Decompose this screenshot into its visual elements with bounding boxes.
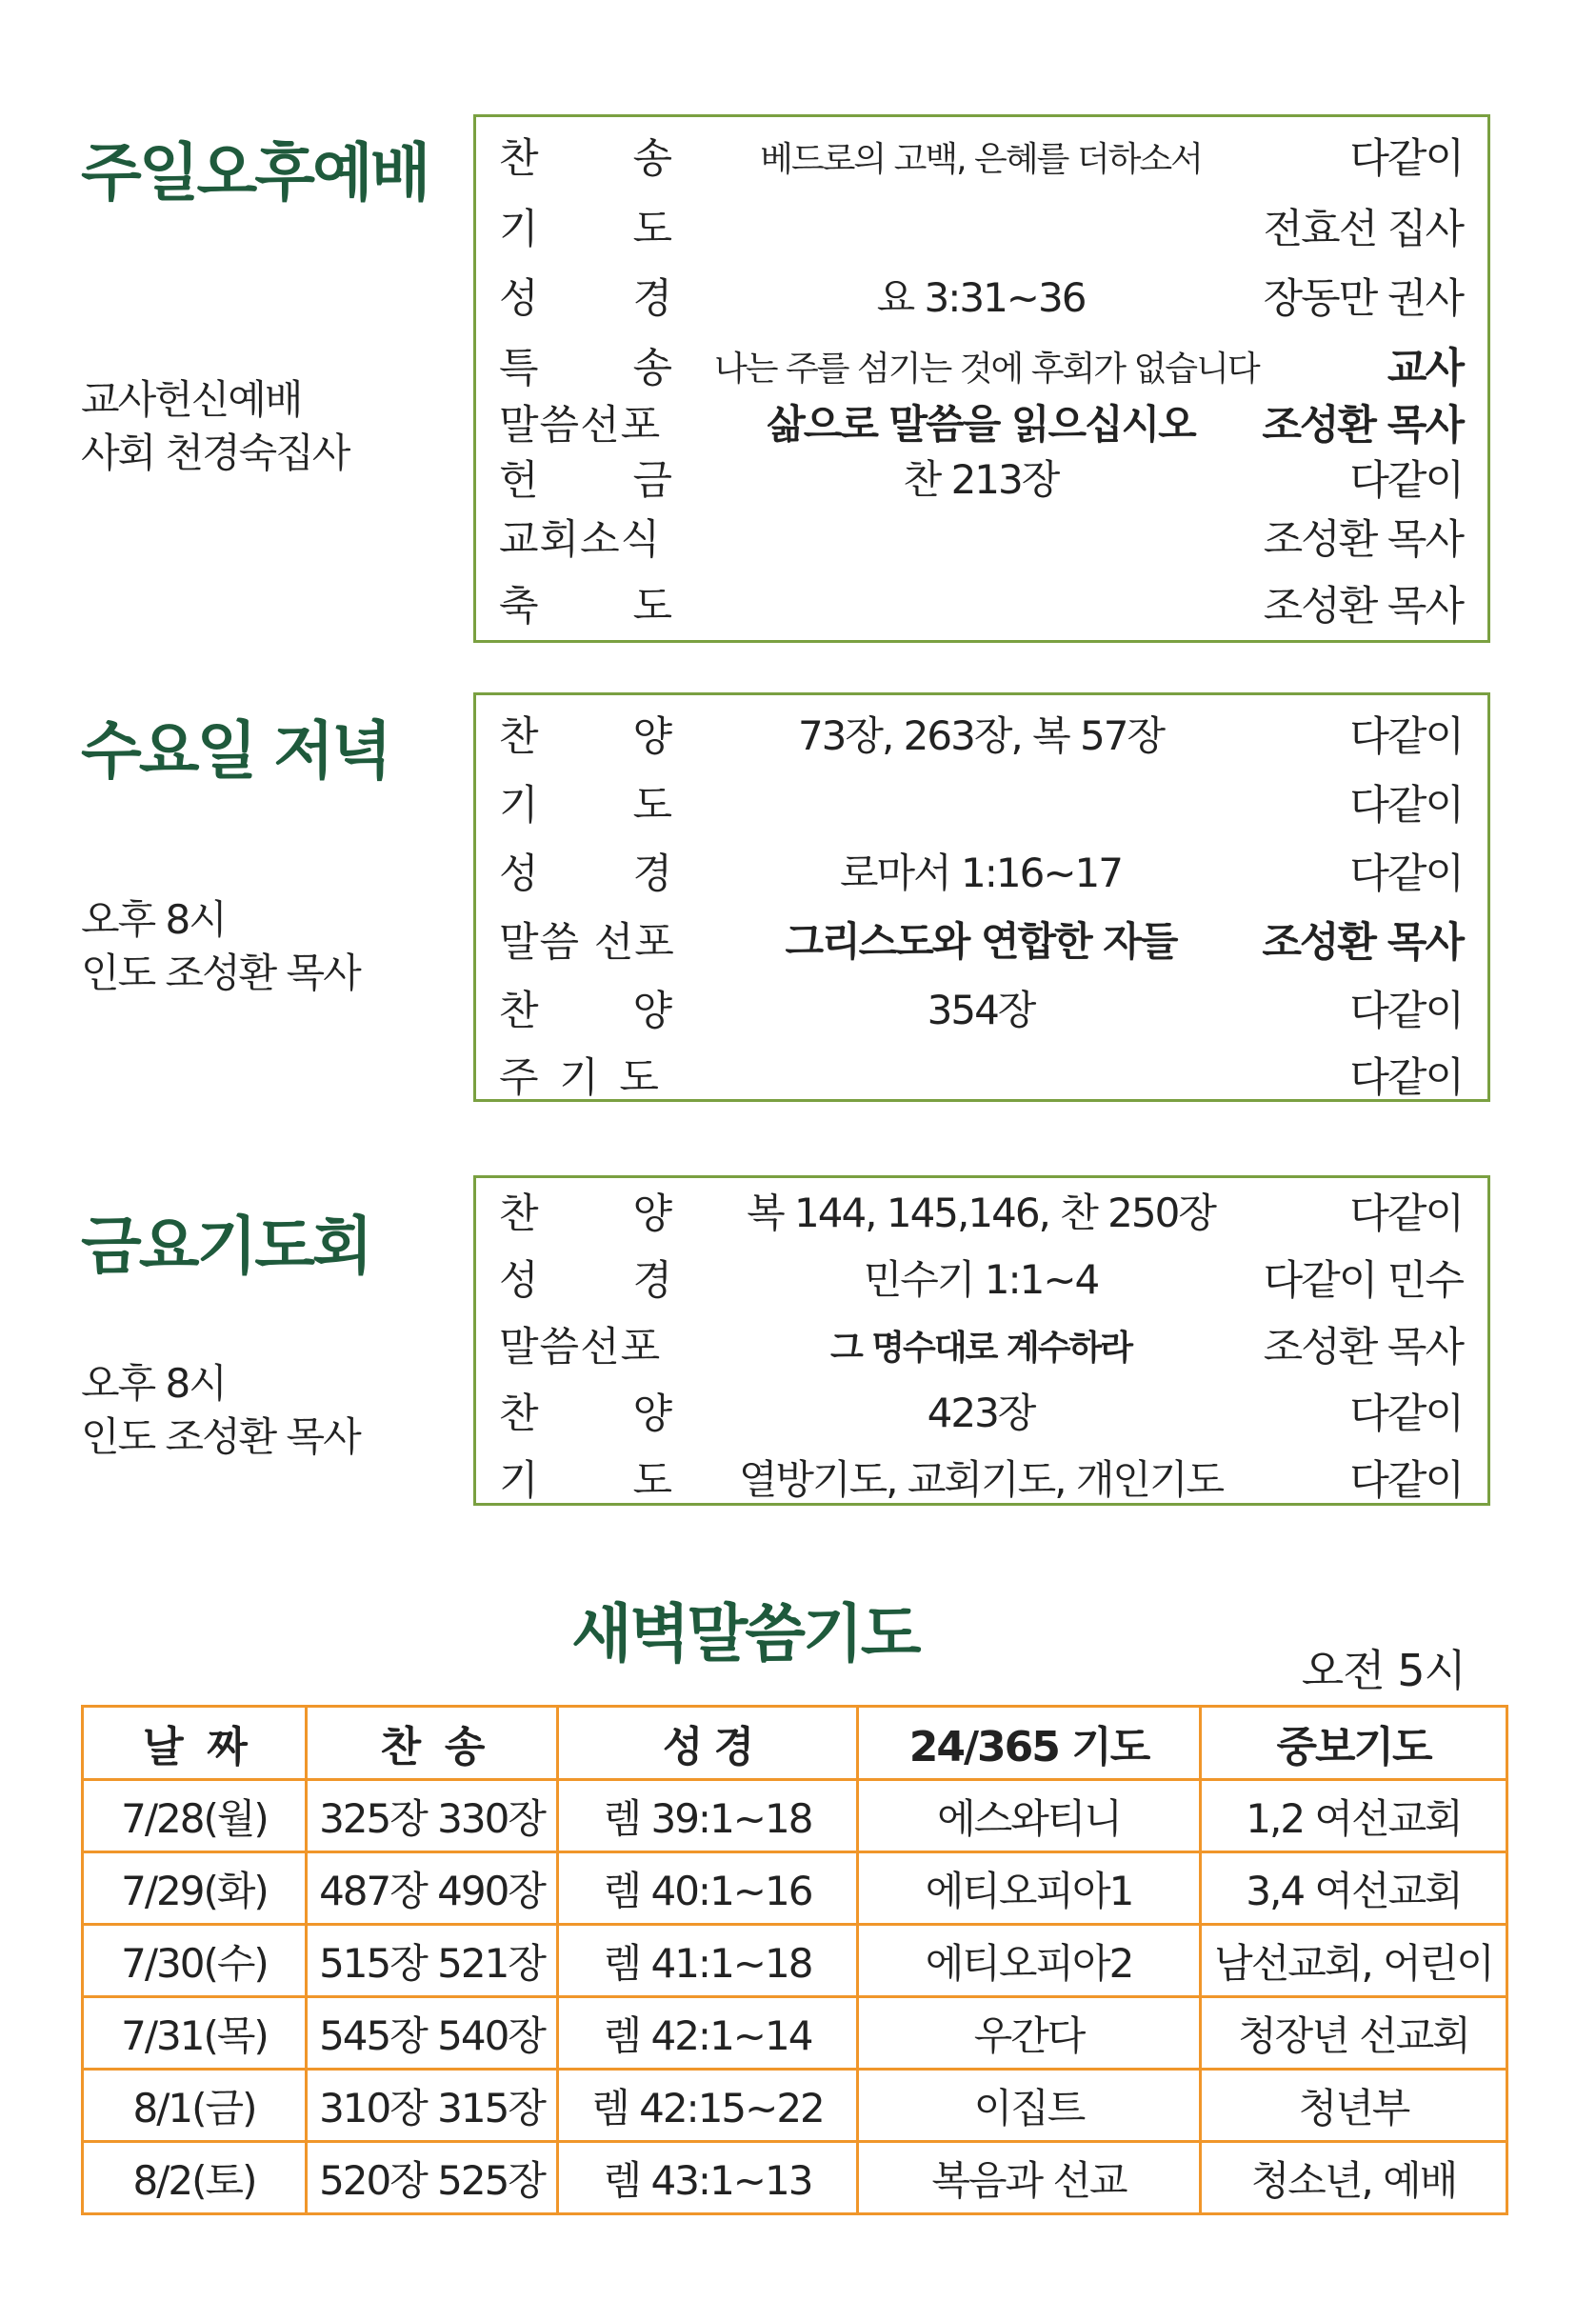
order-label: 찬 양 — [499, 1391, 672, 1438]
order-leader: 조성환 목사 — [1263, 1324, 1463, 1371]
table-row — [83, 1925, 1507, 1997]
order-leader: 다같이 — [1349, 988, 1463, 1035]
table-row — [83, 1997, 1507, 2070]
order-content: 나는 주를 섬기는 것에 후회가 없습니다 — [714, 350, 1259, 389]
order-leader: 다같이 — [1349, 713, 1463, 761]
cell-prayer-country: 에티오피아2 — [858, 1925, 1201, 1997]
col-header-intercession: 중보기도 — [1201, 1707, 1507, 1780]
cell-hymn: 515장 521장 — [307, 1925, 558, 1997]
cell-date: 8/1(금) — [83, 2070, 307, 2142]
order-content: 베드로의 고백, 은혜를 더하소서 — [760, 140, 1202, 179]
order-label: 말씀 선포 — [499, 919, 675, 967]
sunday-order-box — [473, 114, 1490, 643]
order-content: 그 명수대로 계수하라 — [829, 1329, 1132, 1368]
order-label: 주 기 도 — [499, 1054, 663, 1102]
cell-intercession: 청소년, 예배 — [1201, 2142, 1507, 2214]
cell-scripture: 렘 41:1~18 — [558, 1925, 858, 1997]
cell-scripture: 렘 43:1~13 — [558, 2142, 858, 2214]
order-label: 교회소식 — [499, 516, 662, 564]
order-leader: 조성환 목사 — [1262, 919, 1463, 967]
cell-date: 7/30(수) — [83, 1925, 307, 1997]
table-header-row — [83, 1707, 1507, 1780]
order-leader: 전효선 집사 — [1263, 206, 1463, 253]
cell-hymn: 520장 525장 — [307, 2142, 558, 2214]
order-leader: 다같이 — [1349, 1054, 1463, 1102]
cell-intercession: 청장년 선교회 — [1201, 1997, 1507, 2070]
cell-prayer-country: 이집트 — [858, 2070, 1201, 2142]
cell-prayer-country: 에스와티니 — [858, 1780, 1201, 1852]
order-content: 354장 — [927, 987, 1035, 1033]
cell-hymn: 545장 540장 — [307, 1997, 558, 2070]
cell-scripture: 렘 42:15~22 — [558, 2070, 858, 2142]
order-leader: 다같이 — [1349, 135, 1463, 183]
order-label: 기 도 — [499, 1457, 672, 1505]
cell-prayer-country: 복음과 선교 — [858, 2142, 1201, 2214]
friday-title: 금요기도회 — [81, 1210, 370, 1283]
table-row — [83, 2070, 1507, 2142]
sunday-subtitle-1: 교사헌신예배 — [81, 376, 302, 423]
cell-hymn: 310장 315장 — [307, 2070, 558, 2142]
wednesday-subtitle-2: 인도 조성환 목사 — [81, 950, 360, 996]
order-label: 성 경 — [499, 1257, 672, 1305]
order-label: 찬 양 — [499, 1191, 672, 1238]
friday-subtitle-2: 인도 조성환 목사 — [81, 1413, 360, 1460]
cell-scripture: 렘 39:1~18 — [558, 1780, 858, 1852]
cell-scripture: 렘 42:1~14 — [558, 1997, 858, 2070]
order-leader: 다같이 — [1349, 457, 1463, 505]
sunday-subtitle-2: 사회 천경숙집사 — [81, 430, 349, 476]
cell-hymn: 487장 490장 — [307, 1852, 558, 1925]
order-content: 그리스도와 연합한 자들 — [785, 918, 1177, 965]
order-leader: 다같이 — [1349, 782, 1463, 830]
order-label: 특 송 — [499, 345, 672, 392]
order-label: 찬 양 — [499, 988, 672, 1035]
order-label: 말씀선포 — [499, 1324, 662, 1371]
table-row — [83, 1780, 1507, 1852]
order-content: 찬 213장 — [903, 456, 1059, 503]
order-label: 기 도 — [499, 206, 672, 253]
cell-prayer-country: 에티오피아1 — [858, 1852, 1201, 1925]
col-header-date: 날 짜 — [83, 1707, 307, 1780]
dawn-prayer-time: 오전 5시 — [1301, 1645, 1466, 1696]
order-label: 찬 양 — [499, 713, 672, 761]
order-content: 423장 — [927, 1390, 1035, 1436]
cell-intercession: 1,2 여선교회 — [1201, 1780, 1507, 1852]
order-content: 요 3:31~36 — [876, 274, 1086, 321]
order-content: 열방기도, 교회기도, 개인기도 — [738, 1456, 1224, 1503]
order-content: 로마서 1:16~17 — [839, 850, 1123, 896]
friday-subtitle-1: 오후 8시 — [81, 1360, 226, 1407]
table-row — [83, 1852, 1507, 1925]
order-leader: 조성환 목사 — [1263, 516, 1463, 564]
wednesday-title: 수요일 저녁 — [81, 714, 389, 788]
col-header-scripture: 성 경 — [558, 1707, 858, 1780]
col-header-24-365: 24/365 기도 — [858, 1707, 1201, 1780]
order-leader: 다같이 — [1349, 1191, 1463, 1238]
order-label: 기 도 — [499, 782, 672, 830]
order-label: 찬 송 — [499, 135, 672, 183]
order-leader: 조성환 목사 — [1262, 402, 1463, 450]
col-header-hymn: 찬 송 — [307, 1707, 558, 1780]
cell-scripture: 렘 40:1~16 — [558, 1852, 858, 1925]
friday-order-box — [473, 1175, 1490, 1506]
dawn-prayer-title: 새벽말씀기도 — [571, 1597, 919, 1671]
cell-intercession: 3,4 여선교회 — [1201, 1852, 1507, 1925]
order-leader: 교사 — [1387, 345, 1463, 392]
cell-date: 7/28(월) — [83, 1780, 307, 1852]
order-label: 헌 금 — [499, 457, 672, 505]
order-leader: 다같이 민수 — [1263, 1257, 1463, 1305]
cell-intercession: 남선교회, 어린이 — [1201, 1925, 1507, 1997]
cell-intercession: 청년부 — [1201, 2070, 1507, 2142]
cell-prayer-country: 우간다 — [858, 1997, 1201, 2070]
order-label: 성 경 — [499, 850, 672, 898]
order-leader: 다같이 — [1349, 1457, 1463, 1505]
cell-date: 8/2(토) — [83, 2142, 307, 2214]
cell-date: 7/31(목) — [83, 1997, 307, 2070]
order-content: 민수기 1:1~4 — [863, 1256, 1099, 1303]
order-leader: 다같이 — [1349, 1391, 1463, 1438]
order-content: 삶으로 말씀을 읽으십시오 — [767, 401, 1195, 448]
order-leader: 장동만 권사 — [1263, 275, 1463, 323]
order-label: 말씀선포 — [499, 402, 662, 450]
cell-hymn: 325장 330장 — [307, 1780, 558, 1852]
order-content: 73장, 263장, 복 57장 — [797, 712, 1165, 759]
cell-date: 7/29(화) — [83, 1852, 307, 1925]
wednesday-subtitle-1: 오후 8시 — [81, 896, 226, 943]
order-label: 성 경 — [499, 275, 672, 323]
order-label: 축 도 — [499, 583, 672, 630]
table-row — [83, 2142, 1507, 2214]
order-content: 복 144, 145,146, 찬 250장 — [747, 1190, 1215, 1236]
sunday-title: 주일오후예배 — [81, 136, 429, 210]
order-leader: 조성환 목사 — [1263, 583, 1463, 630]
dawn-prayer-table — [81, 1705, 1508, 2215]
wednesday-order-box — [473, 692, 1490, 1102]
order-leader: 다같이 — [1349, 850, 1463, 898]
